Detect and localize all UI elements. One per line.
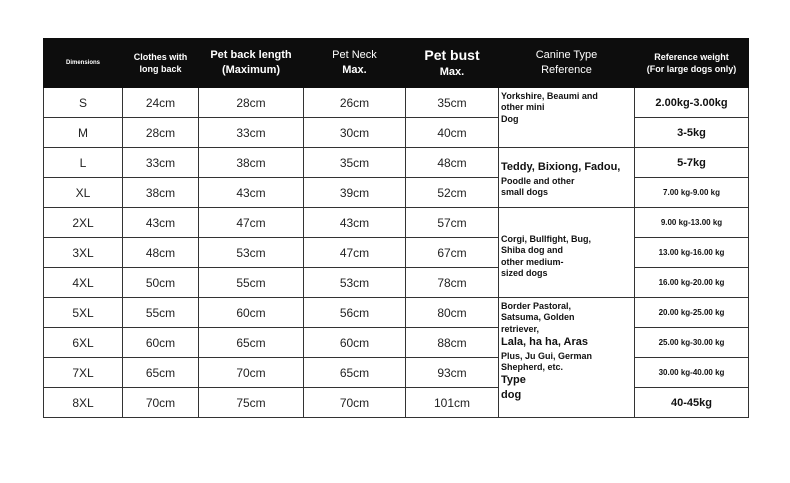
neck-cell: 70cm <box>304 388 406 418</box>
breed-line: Teddy, Bixiong, Fadou, <box>501 161 621 173</box>
neck-cell: 56cm <box>304 298 406 328</box>
neck-cell: 53cm <box>304 268 406 298</box>
size-cell: 5XL <box>44 298 123 328</box>
size-cell: XL <box>44 178 123 208</box>
size-cell: 8XL <box>44 388 123 418</box>
weight-cell: 16.00 kg-20.00 kg <box>635 268 749 298</box>
canine-type-cell <box>499 298 635 418</box>
clothes-back-cell: 65cm <box>123 358 199 388</box>
table-row <box>44 178 749 208</box>
bust-cell: 57cm <box>406 208 499 238</box>
back-length-cell: 55cm <box>199 268 304 298</box>
header-back-length: Pet back length (Maximum) <box>199 39 304 88</box>
bust-cell: 88cm <box>406 328 499 358</box>
table-row <box>44 328 749 358</box>
bust-cell: 67cm <box>406 238 499 268</box>
table-row <box>44 298 749 328</box>
table-row <box>44 358 749 388</box>
weight-cell: 30.00 kg-40.00 kg <box>635 358 749 388</box>
breed-line: Corgi, Bullfight, Bug, <box>501 234 591 244</box>
breed-line: Shepherd, etc. <box>501 361 564 372</box>
weight-cell: 40-45kg <box>635 388 749 418</box>
size-cell: 6XL <box>44 328 123 358</box>
breed-line: Plus, Ju Gui, German <box>501 350 593 361</box>
header-row <box>44 39 749 88</box>
size-cell: 4XL <box>44 268 123 298</box>
weight-cell: 20.00 kg-25.00 kg <box>635 298 749 328</box>
breed-line: dog <box>501 388 522 401</box>
breed-line: retriever, <box>501 323 540 334</box>
clothes-back-cell: 70cm <box>123 388 199 418</box>
table-row <box>44 118 749 148</box>
bust-cell: 48cm <box>406 148 499 178</box>
table-row <box>44 268 749 298</box>
table-row <box>44 238 749 268</box>
back-length-cell: 65cm <box>199 328 304 358</box>
back-length-cell: 38cm <box>199 148 304 178</box>
weight-cell: 13.00 kg-16.00 kg <box>635 238 749 268</box>
bust-cell: 80cm <box>406 298 499 328</box>
neck-cell: 35cm <box>304 148 406 178</box>
table-row <box>44 88 749 118</box>
bust-cell: 93cm <box>406 358 499 388</box>
breed-line: other mini <box>501 102 545 113</box>
clothes-back-cell: 48cm <box>123 238 199 268</box>
size-cell: L <box>44 148 123 178</box>
back-length-cell: 43cm <box>199 178 304 208</box>
header-neck: Pet Neck Max. <box>304 39 406 88</box>
neck-cell: 65cm <box>304 358 406 388</box>
clothes-back-cell: 60cm <box>123 328 199 358</box>
bust-cell: 101cm <box>406 388 499 418</box>
size-cell: 2XL <box>44 208 123 238</box>
header-clothes-back: Clothes with long back <box>123 39 199 88</box>
size-chart-table <box>43 38 749 418</box>
clothes-back-cell: 43cm <box>123 208 199 238</box>
weight-cell: 9.00 kg-13.00 kg <box>635 208 749 238</box>
clothes-back-cell: 24cm <box>123 88 199 118</box>
bust-cell: 40cm <box>406 118 499 148</box>
size-cell: M <box>44 118 123 148</box>
size-cell: S <box>44 88 123 118</box>
breed-line: Poodle and other <box>501 175 575 186</box>
clothes-back-cell: 50cm <box>123 268 199 298</box>
breed-line: Lala, ha ha, Aras <box>501 335 589 348</box>
weight-cell: 5-7kg <box>635 148 749 178</box>
back-length-cell: 60cm <box>199 298 304 328</box>
neck-cell: 26cm <box>304 88 406 118</box>
weight-cell: 2.00kg-3.00kg <box>635 88 749 118</box>
clothes-back-cell: 28cm <box>123 118 199 148</box>
breed-line: Border Pastoral, <box>501 301 572 311</box>
header-canine-type: Canine Type Reference <box>499 39 635 88</box>
neck-cell: 43cm <box>304 208 406 238</box>
back-length-cell: 28cm <box>199 88 304 118</box>
breed-line: sized dogs <box>501 267 548 278</box>
neck-cell: 60cm <box>304 328 406 358</box>
size-cell: 3XL <box>44 238 123 268</box>
clothes-back-cell: 55cm <box>123 298 199 328</box>
breed-line: other medium- <box>501 256 564 267</box>
breed-line: Dog <box>501 113 519 124</box>
back-length-cell: 70cm <box>199 358 304 388</box>
table-row <box>44 148 749 178</box>
clothes-back-cell: 38cm <box>123 178 199 208</box>
weight-cell: 3-5kg <box>635 118 749 148</box>
breed-line: Shiba dog and <box>501 245 563 256</box>
canine-type-cell <box>499 208 635 298</box>
back-length-cell: 75cm <box>199 388 304 418</box>
back-length-cell: 33cm <box>199 118 304 148</box>
neck-cell: 30cm <box>304 118 406 148</box>
bust-cell: 35cm <box>406 88 499 118</box>
clothes-back-cell: 33cm <box>123 148 199 178</box>
bust-cell: 52cm <box>406 178 499 208</box>
size-cell: 7XL <box>44 358 123 388</box>
breed-line: Yorkshire, Beaumi and <box>501 91 598 101</box>
back-length-cell: 53cm <box>199 238 304 268</box>
table-row <box>44 388 749 418</box>
header-weight: Reference weight (For large dogs only) <box>635 39 749 88</box>
weight-cell: 7.00 kg-9.00 kg <box>635 178 749 208</box>
breed-line: Type <box>501 374 526 386</box>
header-dimensions: Dimensions <box>44 39 123 88</box>
back-length-cell: 47cm <box>199 208 304 238</box>
header-bust: Pet bust Max. <box>406 39 499 88</box>
breed-line: Satsuma, Golden <box>501 312 575 323</box>
neck-cell: 47cm <box>304 238 406 268</box>
neck-cell: 39cm <box>304 178 406 208</box>
canine-type-cell <box>499 148 635 208</box>
breed-line: small dogs <box>501 187 549 197</box>
canine-type-cell <box>499 88 635 148</box>
bust-cell: 78cm <box>406 268 499 298</box>
weight-cell: 25.00 kg-30.00 kg <box>635 328 749 358</box>
table-row <box>44 208 749 238</box>
